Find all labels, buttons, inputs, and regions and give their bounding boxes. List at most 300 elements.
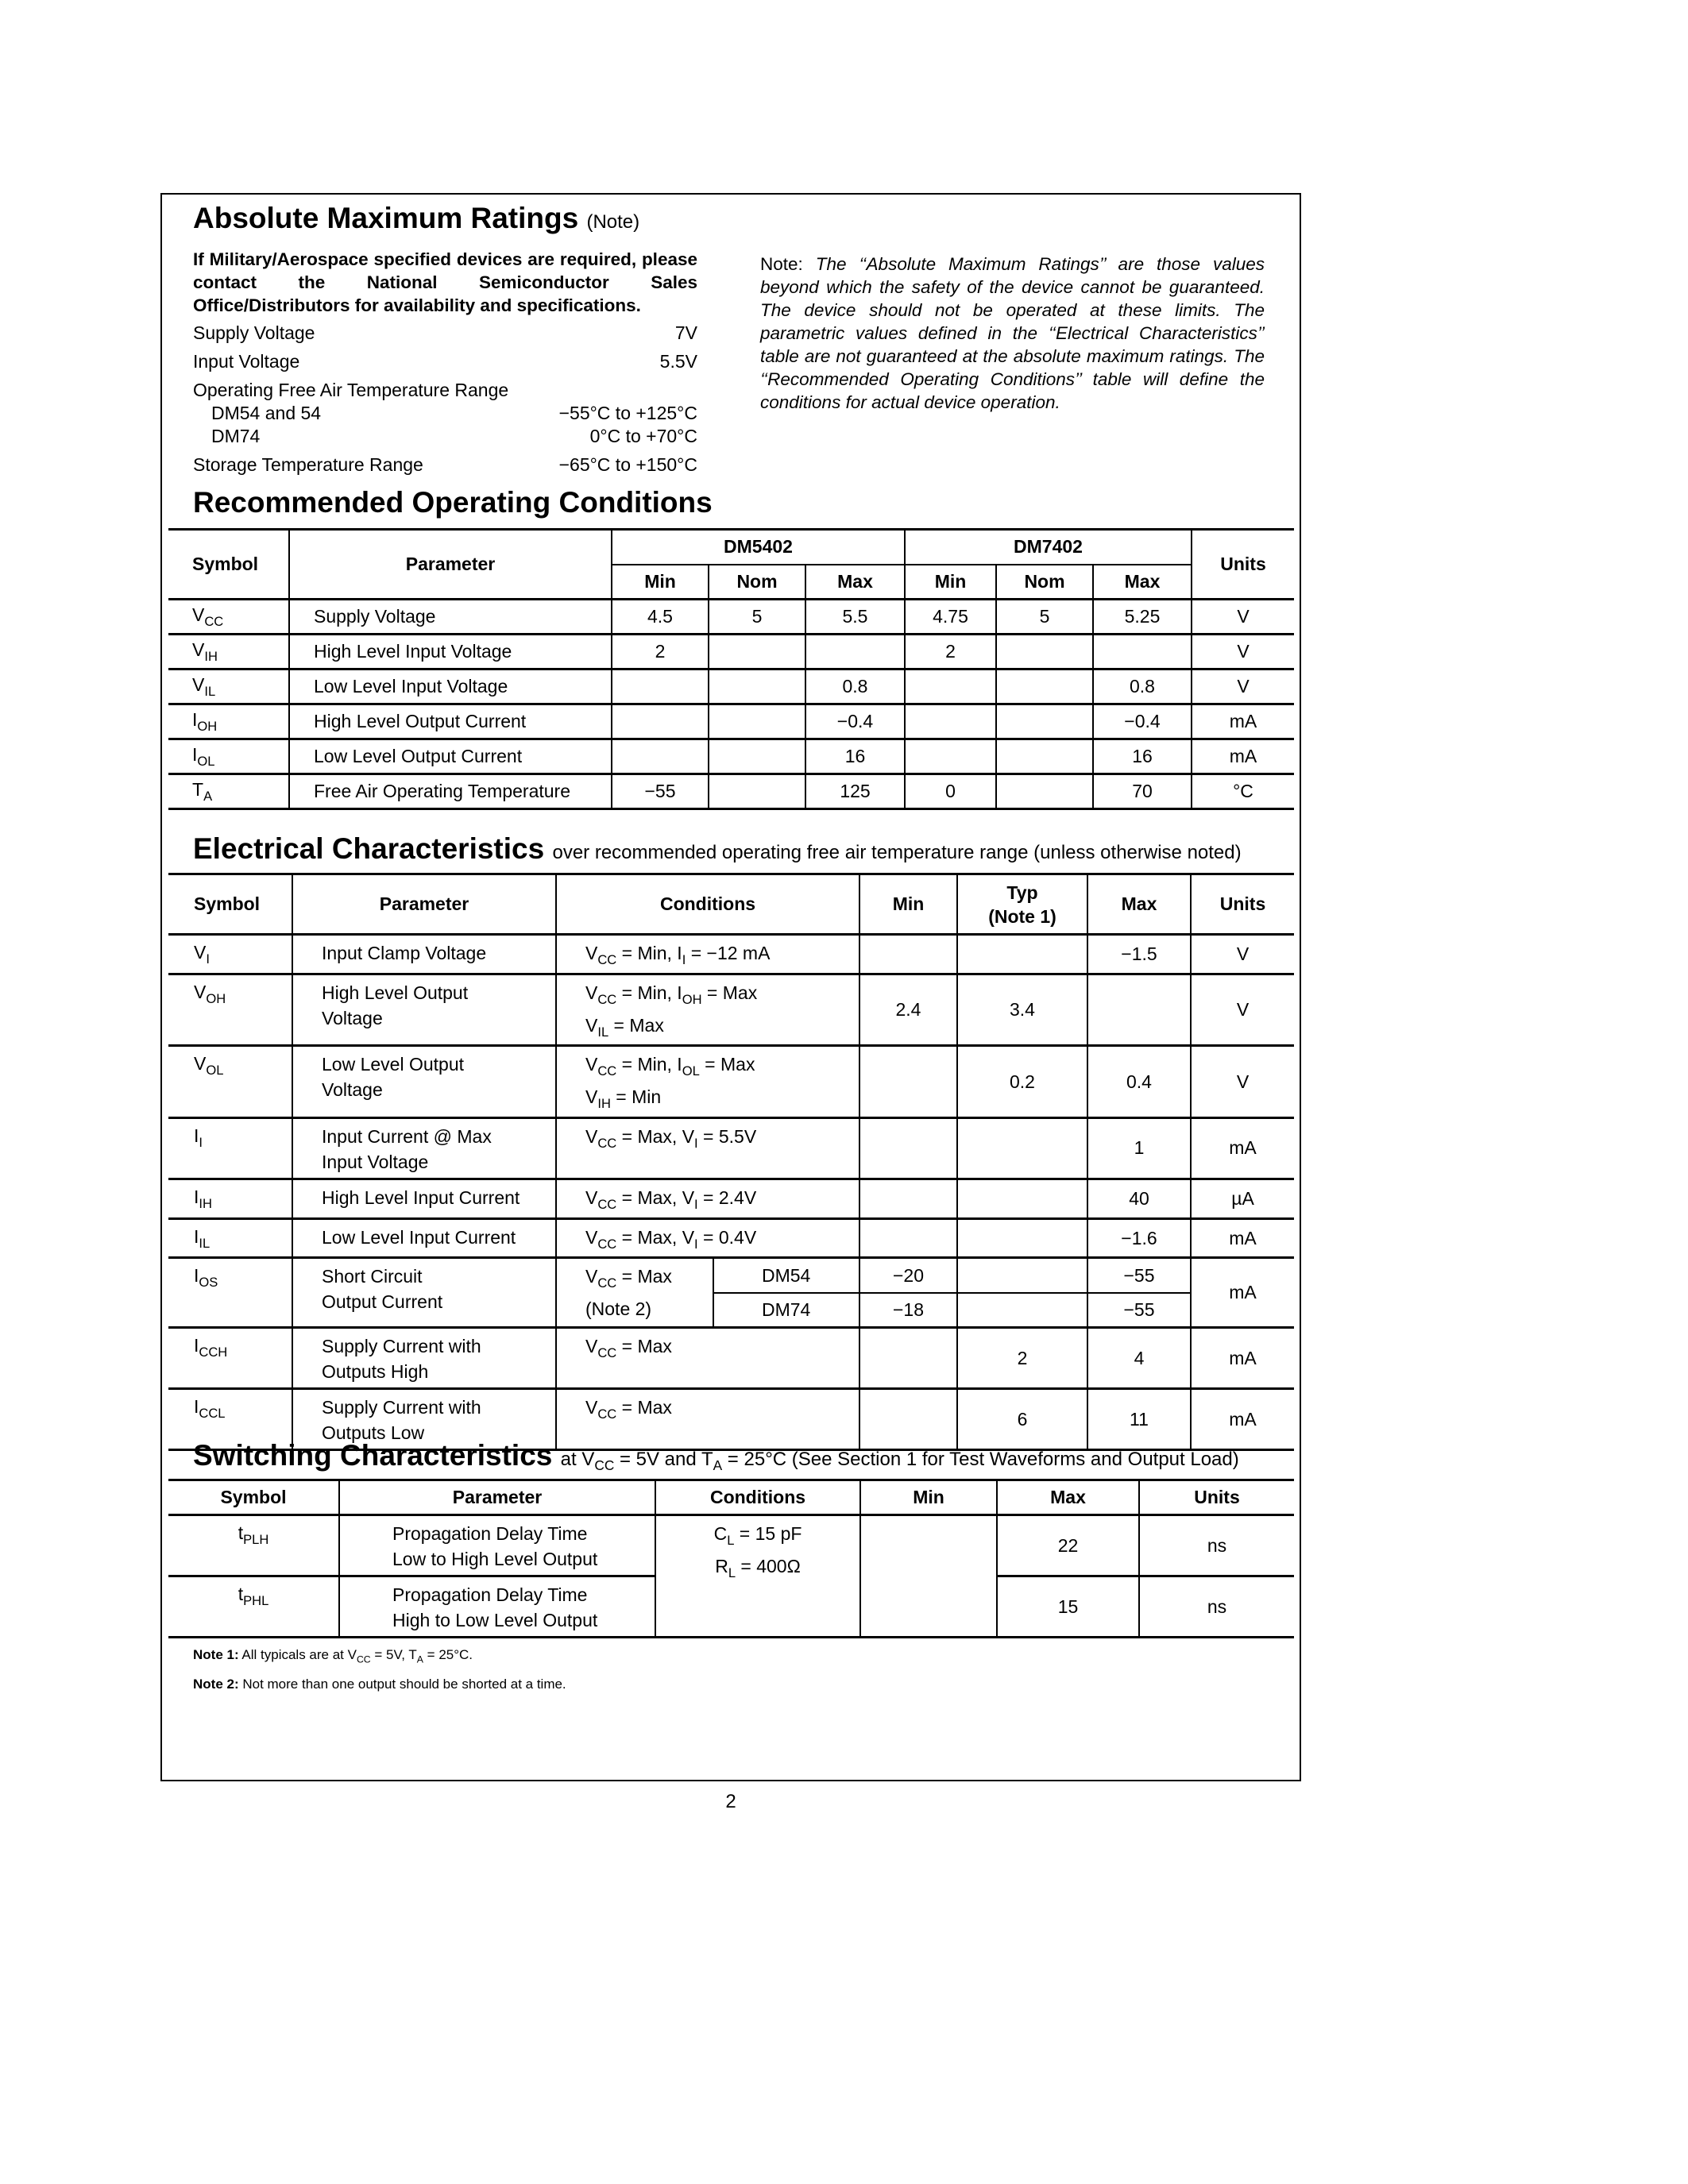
roc-row — [168, 635, 1294, 669]
parameter-line: Low Level Output — [322, 1054, 465, 1075]
symbol-base: t — [238, 1522, 244, 1543]
ec-row — [168, 1179, 1294, 1218]
roc-symbol — [168, 704, 289, 739]
cond-text: = Max — [699, 1054, 755, 1075]
ec-symbol — [168, 935, 292, 974]
roc-value — [709, 774, 805, 809]
roc-value — [905, 669, 996, 704]
ec-row — [168, 1117, 1294, 1179]
roc-value: 0 — [905, 774, 996, 809]
ec-header-typ: Typ (Note 1) — [957, 874, 1087, 935]
parameter-line: Input Voltage — [322, 1151, 429, 1172]
symbol-base: V — [194, 1053, 207, 1075]
ec-row — [168, 935, 1294, 974]
roc-value: 5 — [996, 600, 1093, 635]
ec-min — [859, 1046, 957, 1118]
roc-units: °C — [1233, 781, 1253, 801]
roc-value — [996, 669, 1093, 704]
ec-units: V — [1236, 1071, 1250, 1092]
ec-header-min: Min — [859, 874, 957, 935]
cond-subscript: CC — [597, 1406, 617, 1422]
cond-subscript: OH — [682, 991, 702, 1007]
cond-subscript: L — [728, 1565, 736, 1580]
sc-parameter — [339, 1515, 655, 1576]
cond-subscript: CC — [597, 1135, 617, 1151]
roc-parameter: High Level Input Voltage — [289, 635, 612, 669]
parameter-line: Short Circuit — [322, 1266, 423, 1287]
ec-conditions — [556, 1117, 859, 1179]
ec-min: −20 — [859, 1258, 957, 1293]
cond-text: V — [585, 1226, 598, 1248]
roc-units: mA — [1229, 711, 1257, 731]
condition-line — [585, 1225, 854, 1257]
cond-text: = Max — [608, 1014, 664, 1036]
ec-parameter — [292, 1218, 556, 1258]
sc-header-conditions: Conditions — [655, 1480, 860, 1515]
symbol-base: V — [192, 673, 205, 695]
ec-symbol — [168, 1179, 292, 1218]
roc-value — [709, 704, 805, 739]
cond-text: = −12 mA — [686, 943, 771, 963]
military-warning: If Military/Aerospace specified devices are required, please contact the National Semiconductor Sales Office/Distributors for availability and specifications. — [193, 249, 697, 315]
condition-line — [585, 1333, 854, 1366]
cond-subscript: CC — [597, 1063, 617, 1079]
ec-parameter — [292, 1117, 556, 1179]
symbol-base: V — [194, 981, 207, 1002]
cond-text: V — [585, 1266, 598, 1287]
condition-line: (Note 2) — [585, 1298, 652, 1320]
roc-value — [709, 635, 805, 669]
ec-parameter — [292, 974, 556, 1046]
ec-min — [859, 1218, 957, 1258]
symbol-subscript: IL — [204, 683, 216, 699]
condition-line — [585, 1264, 708, 1296]
ec-row — [168, 1046, 1294, 1118]
ec-typ: 6 — [957, 1389, 1087, 1450]
ec-table — [168, 873, 1294, 1451]
roc-value: 70 — [1093, 774, 1192, 809]
ec-device: DM54 — [713, 1258, 859, 1293]
roc-value: −55 — [612, 774, 709, 809]
ec-max: 0.4 — [1087, 1046, 1191, 1118]
roc-units: V — [1237, 606, 1250, 627]
parameter-line: High to Low Level Output — [392, 1610, 598, 1630]
roc-value — [996, 704, 1093, 739]
sc-header-max: Max — [997, 1480, 1139, 1515]
roc-header-max: Max — [1093, 565, 1192, 600]
ec-header-conditions: Conditions — [556, 874, 859, 935]
parameter-line: Output Current — [322, 1291, 443, 1313]
symbol-subscript: I — [206, 951, 210, 967]
ec-units: µA — [1231, 1187, 1254, 1209]
sc-parameter — [339, 1576, 655, 1638]
cond-text: = Max — [616, 1266, 672, 1287]
roc-table — [168, 528, 1294, 810]
roc-parameter: Low Level Output Current — [289, 739, 612, 774]
roc-parameter: High Level Output Current — [289, 704, 612, 739]
sc-symbol — [168, 1515, 339, 1576]
symbol-base: I — [194, 1125, 199, 1146]
ec-max: −1.6 — [1087, 1218, 1191, 1258]
symbol-base: I — [194, 1225, 199, 1247]
roc-value — [709, 669, 805, 704]
cond-text: = Min — [610, 1086, 662, 1108]
rating-row: DM74 0°C to +70°C — [211, 426, 697, 446]
condition-line — [661, 1553, 855, 1586]
sc-max: 22 — [997, 1515, 1139, 1576]
symbol-subscript: CCL — [199, 1406, 226, 1422]
ec-units: mA — [1229, 1282, 1257, 1303]
sc-row — [168, 1515, 1294, 1576]
ec-parameter — [292, 1046, 556, 1118]
parameter-line: Supply Current with — [322, 1397, 481, 1418]
cond-text: = Min, I — [616, 982, 682, 1003]
ec-typ: 2 — [957, 1328, 1087, 1389]
ec-typ — [957, 1293, 1087, 1328]
parameter-line: High Level Output — [322, 982, 469, 1003]
roc-value: 16 — [805, 739, 905, 774]
roc-value — [612, 739, 709, 774]
parameter-line: Input Current @ Max — [322, 1125, 492, 1147]
footnote: Note 2: Not more than one output should be shorted at a time. — [193, 1677, 566, 1692]
sc-header-symbol: Symbol — [168, 1480, 339, 1515]
ec-header-parameter: Parameter — [292, 874, 556, 935]
ec-conditions — [556, 974, 859, 1046]
symbol-base: T — [192, 778, 204, 800]
sc-header-min: Min — [860, 1480, 997, 1515]
ec-typ — [957, 1179, 1087, 1218]
ec-conditions — [556, 1218, 859, 1258]
ec-max: −1.5 — [1087, 935, 1191, 974]
cond-subscript: L — [727, 1532, 735, 1548]
roc-value: 5.25 — [1093, 600, 1192, 635]
roc-header-min: Min — [612, 565, 709, 600]
cond-text: V — [585, 943, 598, 963]
ec-symbol — [168, 1046, 292, 1118]
sc-max: 15 — [997, 1576, 1139, 1638]
cond-subscript: I — [682, 951, 686, 967]
symbol-subscript: IH — [204, 648, 218, 664]
sc-table — [168, 1479, 1294, 1638]
ec-title: Electrical Characteristics over recommended operating free air temperature range (unless otherwise noted) — [193, 832, 1242, 865]
roc-parameter: Supply Voltage — [289, 600, 612, 635]
cond-subscript: CC — [597, 991, 617, 1007]
ec-row-ios — [168, 1258, 1294, 1293]
parameter-line: High Level Input Current — [322, 1187, 520, 1208]
cond-text: V — [585, 982, 598, 1003]
roc-header-parameter: Parameter — [289, 530, 612, 600]
cond-subscript: CC — [597, 1236, 617, 1252]
cond-text: = Max, V — [616, 1226, 695, 1248]
roc-value: 5 — [709, 600, 805, 635]
cond-text: = 2.4V — [697, 1187, 757, 1208]
condition-line — [585, 1185, 854, 1217]
cond-text: = 400Ω — [736, 1555, 801, 1576]
ec-typ — [957, 1117, 1087, 1179]
roc-header-units: Units — [1192, 530, 1294, 600]
cond-subscript: CC — [597, 1275, 617, 1291]
cond-text: = 15 pF — [734, 1523, 802, 1544]
roc-header-max: Max — [805, 565, 905, 600]
ec-max: −55 — [1087, 1258, 1191, 1293]
roc-title: Recommended Operating Conditions — [193, 486, 713, 519]
ec-units: mA — [1229, 1227, 1257, 1248]
ec-min — [859, 1117, 957, 1179]
ec-device: DM74 — [713, 1293, 859, 1328]
cond-text: V — [585, 1086, 598, 1108]
ec-symbol — [168, 974, 292, 1046]
ec-typ: 3.4 — [957, 974, 1087, 1046]
roc-value — [612, 669, 709, 704]
cond-text: V — [585, 1014, 598, 1036]
roc-value: 2 — [612, 635, 709, 669]
rating-row: Storage Temperature Range −65°C to +150°C — [193, 454, 697, 475]
symbol-base: V — [192, 639, 205, 660]
ec-parameter — [292, 1258, 556, 1328]
ec-symbol — [168, 1218, 292, 1258]
rating-row: Supply Voltage 7V — [193, 322, 697, 343]
absolute-max-block — [193, 208, 697, 477]
roc-value — [612, 704, 709, 739]
roc-header-symbol: Symbol — [168, 530, 289, 600]
roc-value — [905, 739, 996, 774]
symbol-subscript: A — [203, 788, 213, 804]
roc-symbol — [168, 600, 289, 635]
symbol-subscript: IH — [199, 1195, 212, 1211]
symbol-base: I — [194, 1186, 199, 1207]
sc-header-units: Units — [1194, 1487, 1240, 1507]
absolute-max-title: Absolute Maximum Ratings (Note) — [193, 202, 640, 234]
cond-text: V — [585, 1125, 598, 1147]
ec-min: −18 — [859, 1293, 957, 1328]
roc-row — [168, 704, 1294, 739]
cond-text: = Max, V — [616, 1187, 695, 1208]
ec-header-symbol: Symbol — [168, 874, 292, 935]
roc-value — [996, 635, 1093, 669]
cond-text: V — [585, 1336, 598, 1357]
sc-symbol — [168, 1576, 339, 1638]
symbol-base: V — [192, 604, 205, 625]
cond-text: = 5.5V — [697, 1125, 757, 1147]
roc-row — [168, 600, 1294, 635]
roc-symbol — [168, 635, 289, 669]
ec-min — [859, 1179, 957, 1218]
roc-header-nom: Nom — [996, 565, 1093, 600]
cond-subscript: I — [694, 1236, 698, 1252]
condition-line — [585, 940, 854, 973]
ec-min — [859, 1328, 957, 1389]
cond-subscript: CC — [597, 1196, 617, 1212]
ec-conditions — [556, 935, 859, 974]
ec-units: mA — [1229, 1408, 1257, 1430]
cond-subscript: I — [694, 1196, 698, 1212]
ec-parameter — [292, 1328, 556, 1389]
ec-max: 40 — [1087, 1179, 1191, 1218]
symbol-subscript: CC — [204, 613, 224, 629]
roc-value — [905, 704, 996, 739]
roc-header-dm5402: DM5402 — [612, 530, 905, 565]
ec-header-units: Units — [1219, 893, 1266, 914]
ec-max: 4 — [1087, 1328, 1191, 1389]
parameter-line: Input Clamp Voltage — [322, 943, 487, 963]
cond-text: V — [585, 1397, 598, 1418]
roc-value — [709, 739, 805, 774]
condition-line — [585, 1013, 854, 1045]
symbol-subscript: IL — [199, 1235, 211, 1251]
sc-min — [860, 1515, 997, 1638]
roc-units: V — [1237, 676, 1250, 696]
cond-text: = Max — [616, 1397, 672, 1418]
roc-symbol — [168, 739, 289, 774]
symbol-subscript: PHL — [243, 1592, 269, 1608]
symbol-subscript: OH — [206, 990, 226, 1006]
symbol-base: V — [194, 942, 207, 963]
ec-row — [168, 1328, 1294, 1389]
roc-value — [996, 739, 1093, 774]
symbol-base: I — [192, 708, 198, 730]
cond-text: = 0.4V — [697, 1226, 757, 1248]
rating-row: Operating Free Air Temperature Range — [193, 380, 509, 400]
rating-row: DM54 and 54 −55°C to +125°C — [211, 403, 697, 423]
roc-value: 4.75 — [905, 600, 996, 635]
roc-row — [168, 739, 1294, 774]
symbol-subscript: CCH — [199, 1345, 228, 1360]
roc-value: −0.4 — [1093, 704, 1192, 739]
roc-parameter: Low Level Input Voltage — [289, 669, 612, 704]
cond-text: = Max — [701, 982, 758, 1003]
cond-text: V — [585, 1054, 598, 1075]
ec-conditions — [556, 1046, 859, 1118]
roc-value: 4.5 — [612, 600, 709, 635]
parameter-line: Supply Current with — [322, 1336, 481, 1357]
ec-parameter — [292, 935, 556, 974]
roc-parameter: Free Air Operating Temperature — [289, 774, 612, 809]
ec-symbol — [168, 1328, 292, 1389]
footnote: Note 1: All typicals are at $V_{CC} = 5V$, $T_A = 25^\circ C$. — [193, 1647, 473, 1665]
condition-line — [585, 1124, 854, 1156]
ec-conditions — [556, 1179, 859, 1218]
condition-line — [661, 1521, 855, 1553]
cond-subscript: OL — [682, 1063, 700, 1079]
roc-header-min: Min — [905, 565, 996, 600]
cond-subscript: I — [694, 1135, 698, 1151]
roc-value: 16 — [1093, 739, 1192, 774]
roc-units: mA — [1229, 746, 1257, 766]
ec-units: V — [1236, 999, 1250, 1021]
symbol-subscript: I — [199, 1134, 203, 1150]
ec-min — [859, 935, 957, 974]
symbol-subscript: OS — [199, 1275, 218, 1291]
roc-value — [805, 635, 905, 669]
condition-line — [585, 1084, 854, 1117]
ec-typ — [957, 1218, 1087, 1258]
condition-line — [585, 1395, 854, 1427]
roc-symbol — [168, 669, 289, 704]
ec-typ: 0.2 — [957, 1046, 1087, 1118]
symbol-subscript: PLH — [243, 1531, 269, 1547]
sc-title: Switching Characteristics at $V_{CC} = 5V$ and $T_A = 25^\circ C$ (See Section 1 for Test Waveforms and Output Load) — [193, 1439, 1239, 1474]
sc-units: ns — [1207, 1596, 1227, 1617]
absolute-max-title-note: (Note) — [586, 211, 640, 233]
parameter-line: Propagation Delay Time — [392, 1523, 588, 1544]
symbol-base: I — [192, 743, 198, 765]
ec-min: 2.4 — [859, 974, 957, 1046]
symbol-subscript: OL — [206, 1063, 224, 1078]
roc-value — [1093, 635, 1192, 669]
sc-subtitle: at $V_{CC} = 5V$ and $T_A = 25^\circ C$ (See Section 1 for Test Waveforms and Output Load) — [560, 1449, 1239, 1474]
cond-subscript: CC — [597, 1345, 617, 1361]
absolute-max-note: Note: The ‘‘Absolute Maximum Ratings’’ are those values beyond which the safety of the device cannot be guaranteed. The device should not be operated at these limits. The parametric values defined in the ‘‘Electrical Characteristics’’ table are not guaranteed at the absolute maximum ratings. The ‘‘Recommended Operating Conditions’’ table will define the conditions for actual device operation. — [760, 254, 1265, 412]
ec-subtitle: over recommended operating free air temperature range (unless otherwise noted) — [552, 842, 1242, 863]
roc-value: −0.4 — [805, 704, 905, 739]
ec-units: mA — [1229, 1137, 1257, 1159]
ec-parameter — [292, 1179, 556, 1218]
parameter-line: Outputs High — [322, 1361, 429, 1383]
symbol-base: I — [194, 1396, 199, 1418]
ec-symbol — [168, 1258, 292, 1328]
roc-header-dm7402: DM7402 — [905, 530, 1192, 565]
ec-row — [168, 1218, 1294, 1258]
sc-units: ns — [1207, 1534, 1227, 1556]
symbol-base: t — [238, 1584, 244, 1604]
condition-line — [585, 980, 854, 1013]
roc-value: 5.5 — [805, 600, 905, 635]
footnotes — [193, 1642, 566, 1696]
ec-units: V — [1236, 943, 1250, 964]
page-number: 2 — [725, 1791, 736, 1812]
parameter-line: Low Level Input Current — [322, 1226, 516, 1248]
ec-header-max: Max — [1087, 874, 1191, 935]
cond-text: = Min, I — [616, 1054, 682, 1075]
cond-text: V — [585, 1187, 598, 1208]
symbol-subscript: OL — [197, 753, 215, 769]
sc-header-parameter: Parameter — [339, 1480, 655, 1515]
rating-row: Input Voltage 5.5V — [193, 351, 697, 372]
roc-value: 0.8 — [1093, 669, 1192, 704]
symbol-base: I — [194, 1265, 199, 1287]
roc-value: 125 — [805, 774, 905, 809]
parameter-line: Outputs Low — [322, 1422, 425, 1444]
ec-typ — [957, 1258, 1087, 1293]
ec-conditions — [556, 1328, 859, 1389]
condition-line — [585, 1051, 854, 1084]
sc-conditions — [655, 1515, 860, 1638]
ec-max: 1 — [1087, 1117, 1191, 1179]
cond-text: = Max — [616, 1336, 672, 1357]
parameter-line: Voltage — [322, 1079, 383, 1101]
cond-text: R — [715, 1555, 728, 1576]
ec-conditions — [556, 1258, 713, 1328]
symbol-subscript: OH — [197, 718, 218, 734]
cond-subscript: IH — [597, 1095, 611, 1111]
cond-subscript: CC — [597, 951, 617, 967]
ec-max — [1087, 974, 1191, 1046]
ec-typ — [957, 935, 1087, 974]
roc-value: 2 — [905, 635, 996, 669]
ec-max: −55 — [1087, 1293, 1191, 1328]
roc-value: 0.8 — [805, 669, 905, 704]
ec-symbol — [168, 1117, 292, 1179]
roc-units: V — [1237, 641, 1250, 662]
ec-max: 11 — [1087, 1389, 1191, 1450]
ec-row — [168, 974, 1294, 1046]
parameter-line: Voltage — [322, 1007, 383, 1028]
parameter-line: Propagation Delay Time — [392, 1584, 588, 1605]
roc-header-nom: Nom — [709, 565, 805, 600]
cond-text: = Min, I — [616, 943, 682, 963]
roc-row — [168, 669, 1294, 704]
ec-units: mA — [1229, 1347, 1257, 1368]
